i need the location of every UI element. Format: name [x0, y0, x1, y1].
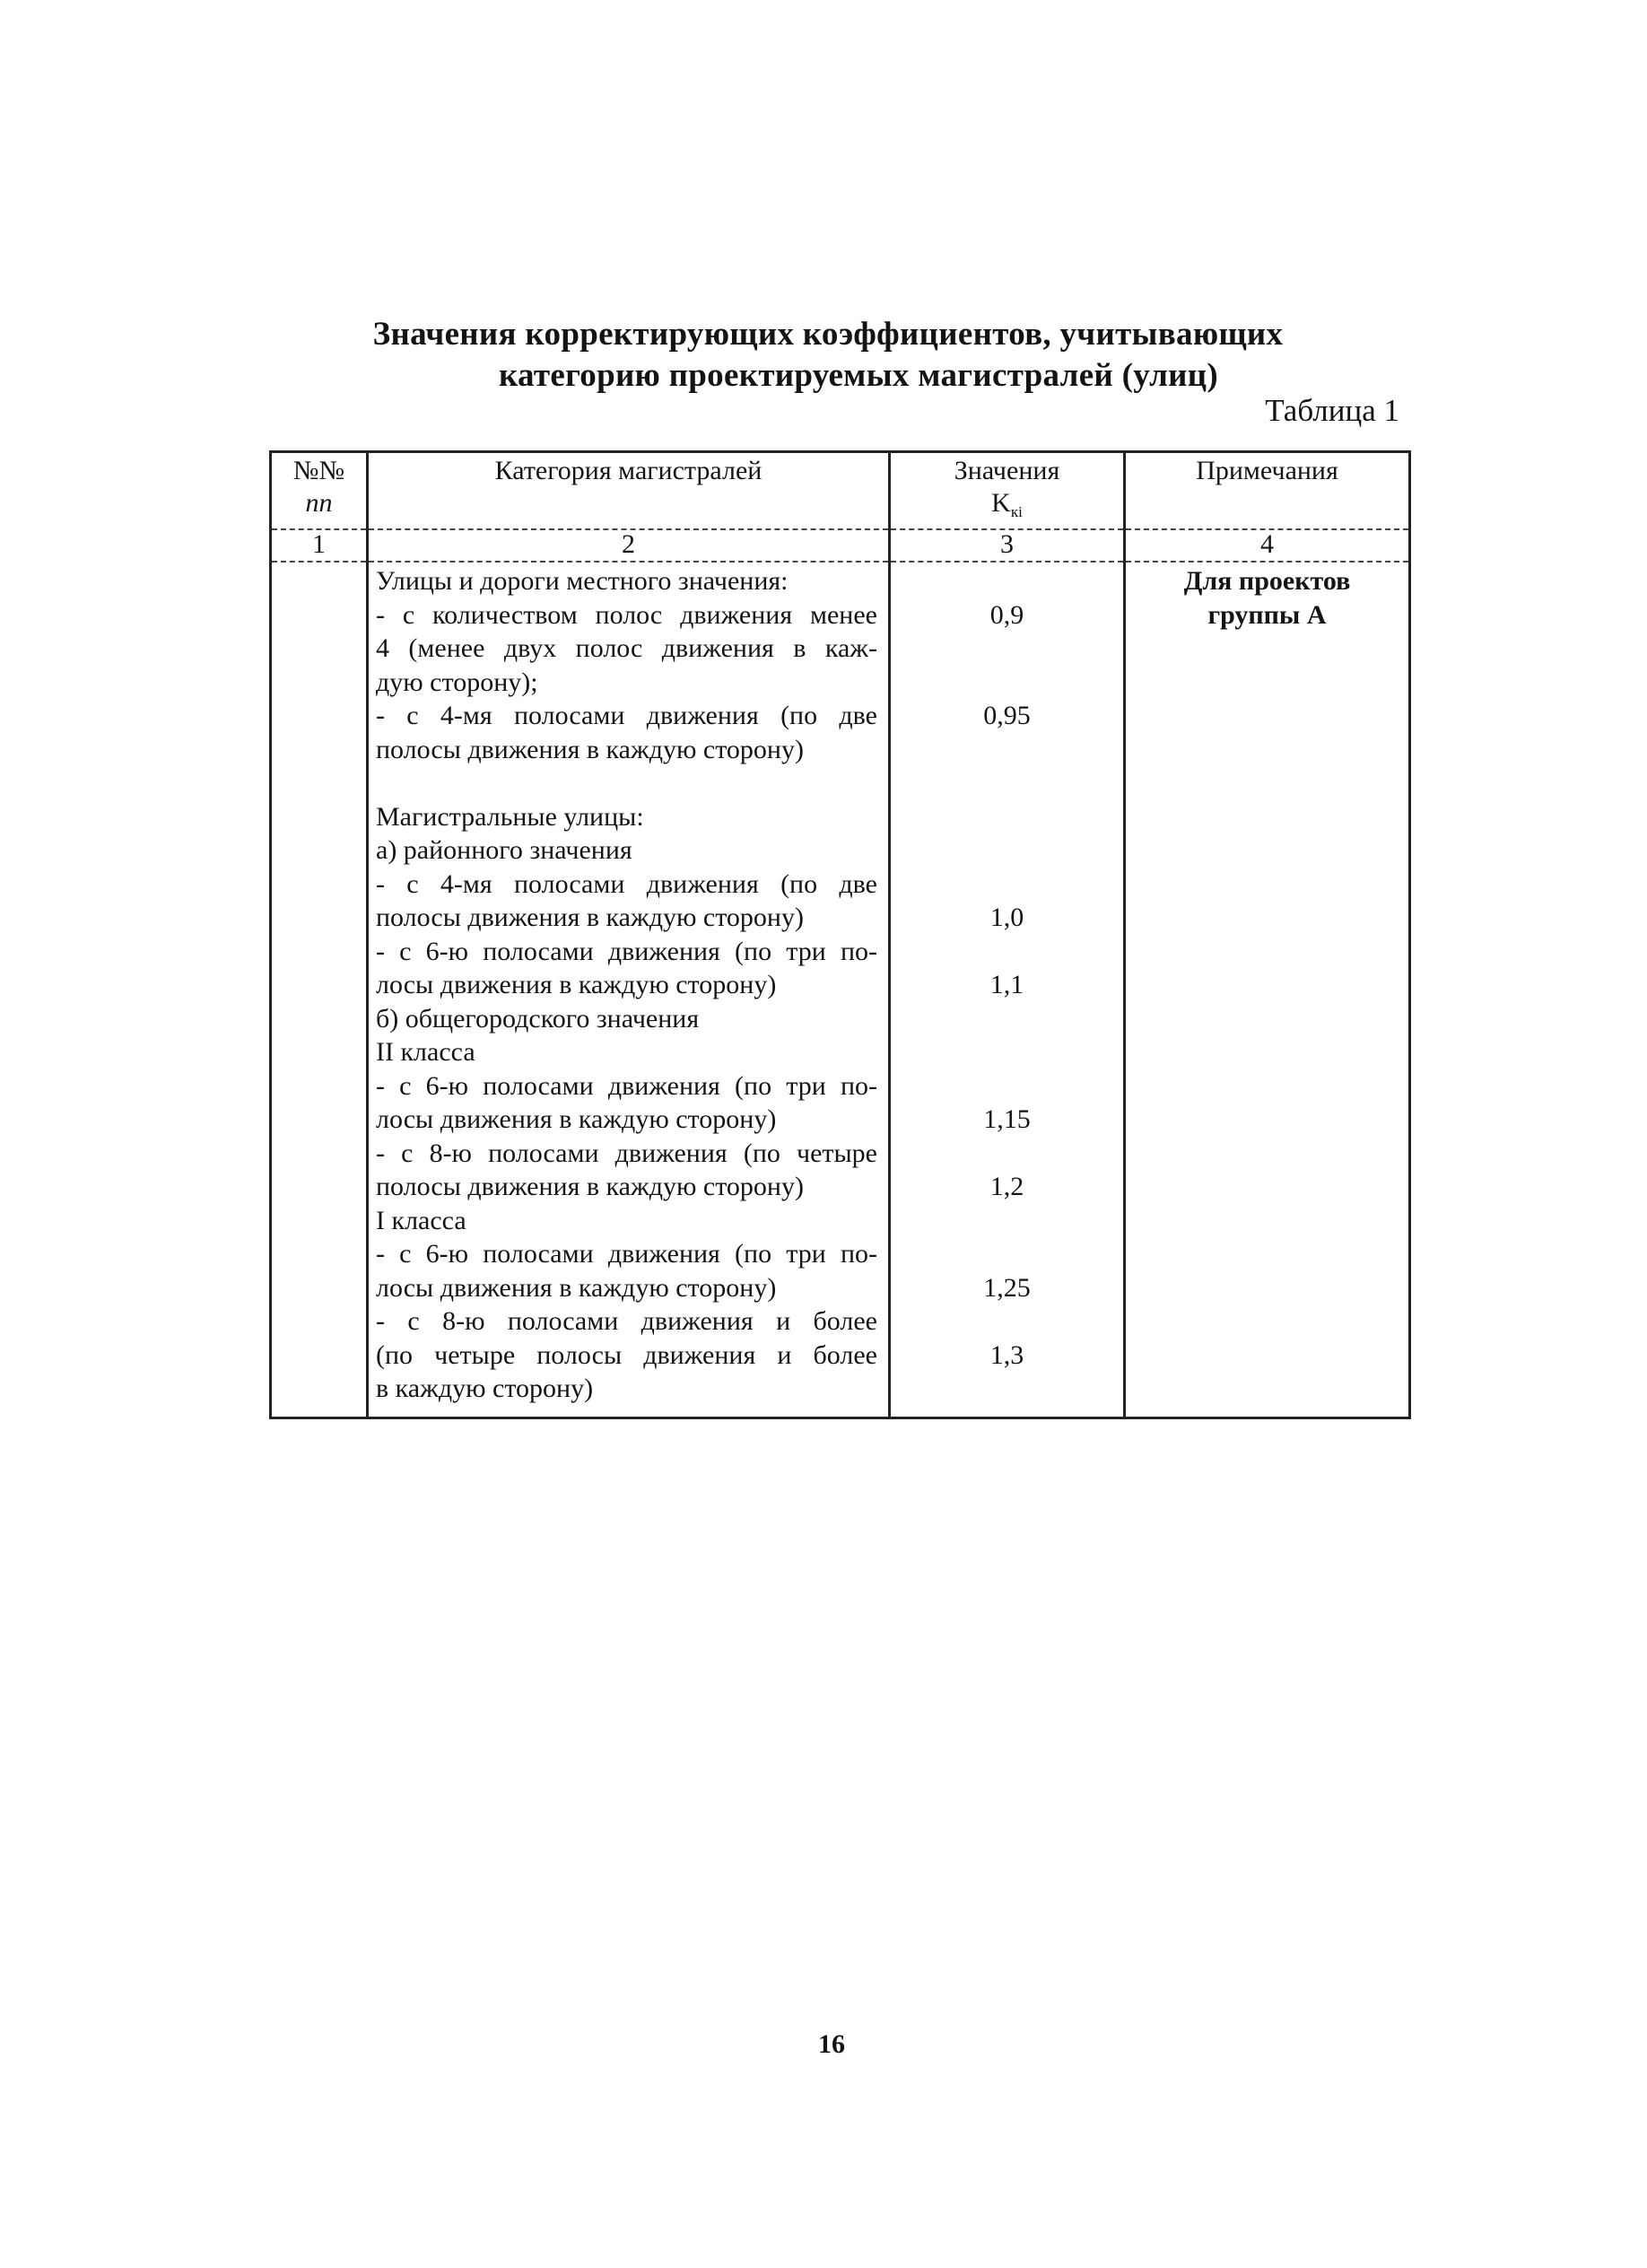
category-line: - с количеством полос движения менее: [376, 599, 877, 630]
value-line: 1,15: [983, 1104, 1031, 1134]
category-line: - с 6-ю полосами движения (по три по-: [376, 936, 877, 966]
k-symbol: K: [991, 488, 1011, 518]
page-title: [0, 314, 1647, 397]
value-line: [891, 564, 1123, 598]
category-line: Магистральные улицы:: [376, 801, 644, 832]
value-line: [891, 1204, 1123, 1238]
category-line: - с 4-мя полосами движения (по две: [376, 868, 877, 899]
category-line: б) общегородского значения: [376, 1003, 700, 1034]
value-line: [891, 935, 1123, 969]
category-line: II класса: [376, 1037, 475, 1067]
value-line: [891, 1372, 1123, 1406]
category-line: - с 6-ю полосами движения (по три по-: [376, 1070, 877, 1101]
header-number-line1: №№: [292, 456, 345, 485]
value-line: 1,25: [983, 1272, 1031, 1303]
category-line: - с 6-ю полосами движения (по три по-: [376, 1239, 877, 1269]
number-column-cell: [271, 562, 368, 1418]
category-line: - с 4-мя полосами движения (по две: [376, 701, 877, 730]
header-notes-cell: [1125, 452, 1410, 530]
column-number-1: 1: [271, 529, 368, 562]
note-line: группы А: [1207, 599, 1327, 630]
column-number-4: 4: [1125, 529, 1410, 562]
header-number-cell: [271, 452, 368, 530]
category-line: (по четыре полосы движения и более: [376, 1339, 877, 1370]
header-value-line1: Значения: [954, 456, 1060, 485]
column-number-2: 2: [368, 529, 890, 562]
value-line: 1,3: [989, 1339, 1024, 1370]
category-line: - с 8-ю полосами движения (по четыре: [376, 1138, 877, 1168]
category-line: а) районного значения: [376, 835, 632, 865]
value-line: [891, 868, 1123, 902]
value-line: [891, 833, 1123, 868]
value-line: [891, 1002, 1123, 1036]
category-line: полосы движения в каждую сторону): [376, 903, 804, 932]
coefficients-table: [269, 450, 1411, 1419]
table-header-row: [271, 452, 1410, 530]
title-line-1: Значения корректирующих коэффициентов, учитывающих: [372, 316, 1284, 353]
value-line: [891, 666, 1123, 700]
category-line: лосы движения в каждую сторону): [376, 1272, 777, 1303]
value-line: [891, 800, 1123, 834]
value-line: 1,1: [989, 970, 1024, 999]
category-line: полосы движения в каждую сторону): [376, 734, 804, 764]
value-line: [891, 766, 1123, 800]
value-column-cell: [890, 562, 1125, 1418]
note-line: Для проектов: [1183, 566, 1351, 596]
category-line: в каждую сторону): [376, 1374, 594, 1403]
table-body-row: [271, 562, 1410, 1418]
header-number-line2: пп: [305, 488, 333, 518]
value-line: [891, 1035, 1123, 1069]
value-line: [891, 1237, 1123, 1271]
value-line: [891, 1137, 1123, 1171]
header-notes: Примечания: [1196, 456, 1338, 485]
category-line: лосы движения в каждую сторону): [376, 970, 777, 999]
header-value-symbol: [891, 487, 1123, 528]
value-line: 0,95: [983, 701, 1031, 730]
category-line: лосы движения в каждую сторону): [376, 1104, 777, 1134]
k-subscript: кi: [1010, 503, 1023, 520]
category-line: I класса: [376, 1205, 466, 1235]
notes-column-cell: [1125, 562, 1410, 1418]
header-value-cell: [890, 452, 1125, 530]
value-line: [891, 632, 1123, 666]
category-line: полосы движения в каждую сторону): [376, 1172, 804, 1201]
value-line: [891, 1069, 1123, 1103]
header-category-cell: [368, 452, 890, 530]
column-number-row: [271, 529, 1410, 562]
value-line: 1,2: [989, 1172, 1024, 1201]
value-line: 1,0: [989, 903, 1024, 932]
value-line: 0,9: [989, 599, 1024, 630]
category-line: дую сторону);: [376, 667, 538, 697]
category-line: 4 (менее двух полос движения в каж-: [376, 633, 877, 663]
category-line: Улицы и дороги местного значения:: [376, 566, 789, 596]
category-column-cell: [368, 562, 890, 1418]
category-line: [376, 766, 877, 800]
value-line: [891, 1304, 1123, 1339]
value-line: [891, 733, 1123, 767]
table-label: Таблица 1: [1265, 393, 1399, 428]
category-line: - с 8-ю полосами движения и более: [376, 1306, 877, 1336]
title-line-2: категорию проектируемых магистралей (улиц): [498, 357, 1219, 394]
column-number-3: 3: [890, 529, 1125, 562]
page-number: 16: [818, 2029, 845, 2059]
header-category: Категория магистралей: [494, 456, 762, 485]
